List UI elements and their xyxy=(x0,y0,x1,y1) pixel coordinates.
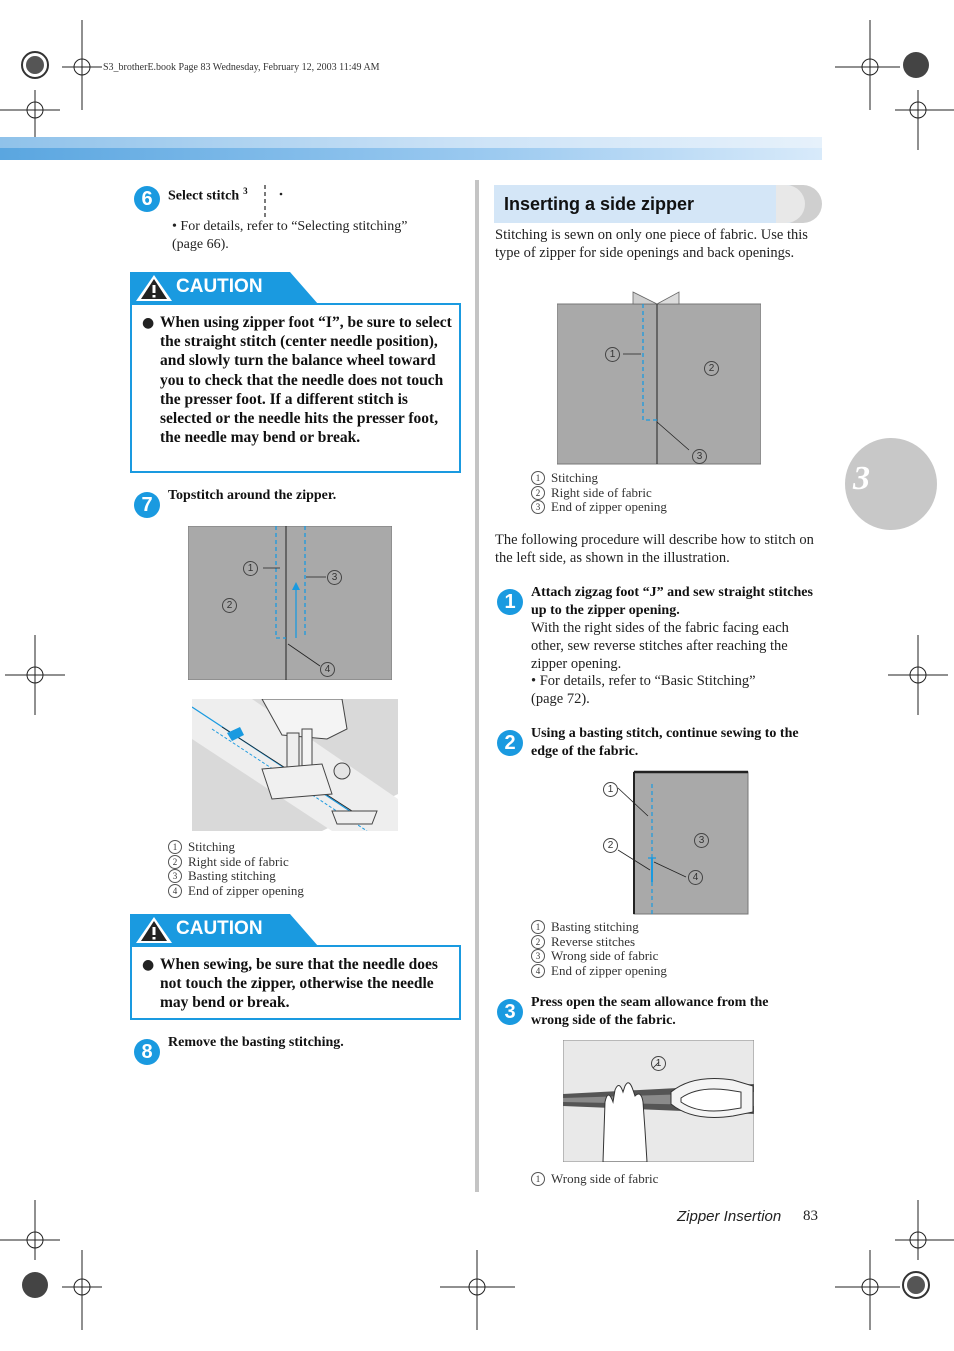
legend-4-item: 1 Wrong side of fabric xyxy=(531,1172,658,1187)
legend-1-item: 4 End of zipper opening xyxy=(168,884,304,899)
legend-3-item: 2 Reverse stitches xyxy=(531,935,667,950)
step-7-number: 7 xyxy=(134,492,160,518)
fig1-callout-2: 2 xyxy=(222,598,237,613)
bullet-dot: ● xyxy=(142,957,155,973)
fig1-callout-4: 4 xyxy=(320,662,335,677)
header-band-dark xyxy=(0,148,822,160)
figure-sewing-foot-illustration xyxy=(192,699,398,831)
legend-1-item: 3 Basting stitching xyxy=(168,869,304,884)
bullet-dot: ● xyxy=(142,315,155,331)
legend-2-item: 2 Right side of fabric xyxy=(531,486,667,501)
step-3-title: Press open the seam allowance from the wrong side of the fabric. xyxy=(531,995,769,1028)
legend-2-item: 3 End of zipper opening xyxy=(531,500,667,515)
fig3-callout-1: 1 xyxy=(603,782,618,797)
legend-4 xyxy=(531,1172,658,1187)
step-6-bullet: • For details, refer to “Selecting stitching” (page 66). xyxy=(172,219,408,252)
legend-3 xyxy=(531,920,667,978)
header-meta: S3_brotherE.book Page 83 Wednesday, February 12, 2003 11:49 AM xyxy=(103,62,380,73)
header-band-light xyxy=(0,137,822,148)
legend-3-item: 3 Wrong side of fabric xyxy=(531,949,667,964)
step-6-label: Select stitch xyxy=(168,188,240,204)
fig2-callout-2: 2 xyxy=(704,361,719,376)
fig2-callout-1: 1 xyxy=(605,347,620,362)
procedure-text: The following procedure will describe how to stitch on the left side, as shown in the illustration. xyxy=(495,532,814,566)
step-1-bullet: • For details, refer to “Basic Stitching” (page 72). xyxy=(531,673,756,707)
section-title: Inserting a side zipper xyxy=(504,194,695,214)
footer-page-number: 83 xyxy=(803,1208,818,1224)
step-2-number: 2 xyxy=(497,730,523,756)
caution-2-text: When sewing, be sure that the needle does not touch the zipper, otherwise the needle may bend or break. xyxy=(160,956,438,1012)
column-divider xyxy=(475,180,479,1192)
step-7-title: Topstitch around the zipper. xyxy=(168,488,337,503)
fig1-callout-1: 1 xyxy=(243,561,258,576)
chapter-number: 3 xyxy=(853,460,870,497)
fig3-callout-2: 2 xyxy=(603,838,618,853)
fig2-callout-3: 3 xyxy=(692,449,707,464)
fig1-callout-3: 3 xyxy=(327,570,342,585)
figure-side-zipper-diagram xyxy=(557,290,761,466)
fig3-callout-4: 4 xyxy=(688,870,703,885)
legend-1 xyxy=(168,840,304,898)
figure-topstitch-diagram xyxy=(188,526,392,680)
legend-2 xyxy=(531,471,667,515)
caution-1-text: When using zipper foot “I”, be sure to select the straight stitch (center needle position), and slowly turn the balance wheel toward you to check that the needle does not touch the presser foot. If a different stitch is selected or the needle hits the presser foot, the needle may bend or break. xyxy=(160,314,452,447)
step-6-title xyxy=(168,182,248,206)
fig4-callout-1: 1 xyxy=(651,1056,666,1071)
caution-2-box xyxy=(130,945,461,1020)
step-3-number: 3 xyxy=(497,999,523,1025)
legend-2-item: 1 Stitching xyxy=(531,471,667,486)
step-2-title: Using a basting stitch, continue sewing to the edge of the fabric. xyxy=(531,726,799,759)
step-8-number: 8 xyxy=(134,1039,160,1065)
footer-section: Zipper Insertion xyxy=(677,1208,782,1225)
figure-basting-diagram xyxy=(600,770,750,916)
caution-1-box xyxy=(130,303,461,473)
legend-3-item: 4 End of zipper opening xyxy=(531,964,667,979)
step-1-title: Attach zigzag foot “J” and sew straight stitches up to the zipper opening. xyxy=(531,585,813,618)
caution-1-label: CAUTION xyxy=(176,276,263,297)
intro-text: Stitching is sewn on only one piece of fabric. Use this type of zipper for side openings and back openings. xyxy=(495,227,808,261)
stitch-number: 3 xyxy=(243,186,248,196)
legend-3-item: 1 Basting stitching xyxy=(531,920,667,935)
step-1-body: With the right sides of the fabric facing each other, sew reverse stitches after reaching the zipper opening. xyxy=(531,620,789,672)
step-8-title: Remove the basting stitching. xyxy=(168,1035,344,1050)
fig3-callout-3: 3 xyxy=(694,833,709,848)
step-1-number: 1 xyxy=(497,589,523,615)
legend-1-item: 1 Stitching xyxy=(168,840,304,855)
legend-1-item: 2 Right side of fabric xyxy=(168,855,304,870)
step-6-number: 6 xyxy=(134,186,160,212)
caution-2-label: CAUTION xyxy=(176,918,263,939)
straight-stitch-icon xyxy=(259,183,287,219)
